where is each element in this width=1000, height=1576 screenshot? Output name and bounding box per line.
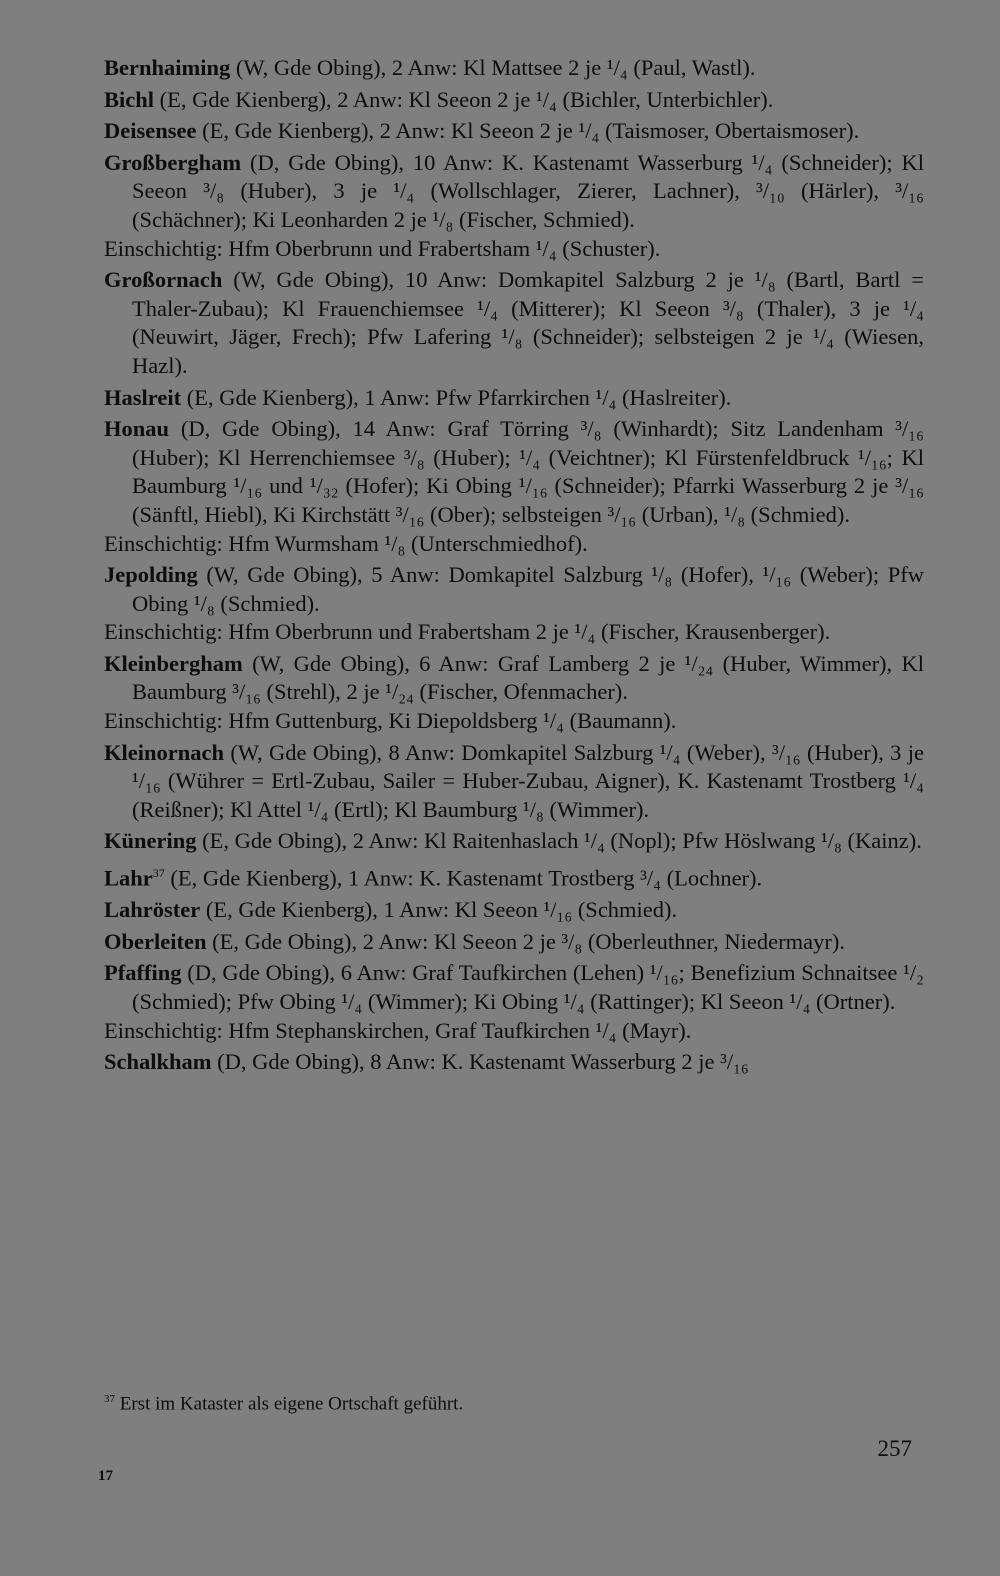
place-name: Bernhaiming: [104, 55, 231, 80]
place-name: Schalkham: [104, 1049, 212, 1075]
entry-text: (W, Gde Obing), 8 Anw: Domkapitel Salzburg ¹/₄ (Weber), ³/₁₆ (Huber), 3 je ¹/₁₆ (Wührer = Ertl-Zubau, Sailer = Huber-Zubau, Aigner), K. Kastenamt Trostberg ¹/₄ (Reißner); Kl Attel ¹/₄ (Ertl); Kl Baumburg ¹/₈ (Wimmer).: [132, 739, 924, 822]
entry-text: (W, Gde Obing), 6 Anw: Graf Lamberg 2 je ¹/₂₄ (Huber, Wimmer), Kl Baumburg ³/₁₆ (Strehl), 2 je ¹/₂₄ (Fischer, Ofenmacher).: [132, 650, 924, 705]
entry: [104, 149, 924, 263]
entry: [104, 384, 924, 413]
entry-list: [104, 54, 924, 1080]
entry: [104, 86, 924, 115]
place-name: Kleinornach: [104, 739, 225, 765]
place-name: Kleinbergham: [104, 650, 243, 676]
place-name: Bichl: [104, 86, 155, 112]
entry: [104, 959, 924, 1045]
place-name: Großornach: [104, 267, 223, 293]
footnote-reference: 37: [152, 866, 165, 881]
entry-text: (W, Gde Obing), 10 Anw: Domkapitel Salzburg 2 je ¹/₈ (Bartl, Bartl = Thaler-Zubau); Kl Frauenchiemsee ¹/₄ (Mitterer); Kl Seeon ³/₈ (Thaler), 3 je ¹/₄ (Neuwirt, Jäger, Frech); Pfw Lafering ¹/₈ (Schneider); selbsteigen 2 je ¹/₄ (Wiesen, Hazl).: [132, 267, 924, 378]
entry-text: (E, Gde Obing), 2 Anw: Kl Seeon 2 je ³/₈ (Oberleuthner, Niedermayr).: [206, 928, 845, 954]
entry-note: Einschichtig: Hfm Guttenburg, Ki Diepoldsberg ¹/₄ (Baumann).: [104, 708, 677, 734]
signature-mark: 17: [98, 1468, 113, 1484]
entry-text: (E, Gde Kienberg), 1 Anw: Pfw Pfarrkirchen ¹/₄ (Haslreiter).: [181, 384, 732, 410]
footnote: [104, 1387, 924, 1416]
entry: [104, 266, 924, 380]
entry: [104, 650, 924, 736]
entry-note: Einschichtig: Hfm Stephanskirchen, Graf Taufkirchen ¹/₄ (Mayr).: [104, 1017, 692, 1043]
entry-text: (D, Gde Obing), 14 Anw: Graf Törring ³/₈ (Winhardt); Sitz Landenham ³/₁₆ (Huber); Kl Herrenchiemsee ³/₈ (Huber); ¹/₄ (Veichtner); Kl Fürstenfeldbruck ¹/₁₆; Kl Baumburg ¹/₁₆ und ¹/₃₂ (Hofer); Ki Obing ¹/₁₆ (Schneider); Pfarrki Wasserburg 2 je ³/₁₆ (Sänftl, Hiebl), Ki Kirchstätt ³/₁₆ (Ober); selbsteigen ³/₁₆ (Urban), ¹/₈ (Schmied).: [132, 416, 924, 527]
entry-note: Einschichtig: Hfm Wurmsham ¹/₈ (Unterschmiedhof).: [104, 530, 588, 556]
place-name: Haslreit: [104, 384, 182, 410]
entry-note: Einschichtig: Hfm Oberbrunn und Frabertsham ¹/₄ (Schuster).: [104, 235, 661, 261]
entry-text: (E, Gde Kienberg), 1 Anw: Kl Seeon ¹/₁₆ (Schmied).: [200, 897, 678, 923]
place-name: Jepolding: [104, 562, 198, 588]
entry: [104, 827, 924, 856]
entry-text: (D, Gde Obing), 10 Anw: K. Kastenamt Wasserburg ¹/₄ (Schneider); Kl Seeon ³/₈ (Huber), 3 je ¹/₄ (Wollschlager, Zierer, Lachner), ³/₁₀ (Härler), ³/₁₆ (Schächner); Ki Leonharden 2 je ¹/₈ (Fischer, Schmied).: [132, 149, 924, 232]
entry: [104, 896, 924, 925]
place-name: Oberleiten: [104, 928, 207, 954]
entry: [104, 859, 924, 893]
place-name: Deisensee: [104, 118, 197, 144]
entry: [104, 561, 924, 647]
entry: [104, 54, 924, 83]
place-name: Lahr: [104, 865, 153, 891]
place-name: Lahröster: [104, 897, 201, 923]
page-number: 257: [877, 1436, 912, 1461]
place-name: Pfaffing: [104, 960, 182, 986]
footnote-text: Erst im Kataster als eigene Ortschaft geführt.: [115, 1393, 464, 1415]
entry-text: (D, Gde Obing), 6 Anw: Graf Taufkirchen (Lehen) ¹/₁₆; Benefizium Schnaitsee ¹/₂ (Schmied); Pfw Obing ¹/₄ (Wimmer); Ki Obing ¹/₄ (Rattinger); Kl Seeon ¹/₄ (Ortner).: [132, 960, 924, 1014]
entry-text: (E, Gde Obing), 2 Anw: Kl Raitenhaslach ¹/₄ (Nopl); Pfw Höslwang ¹/₈ (Kainz).: [196, 828, 922, 854]
place-name: Künering: [104, 828, 197, 854]
footnote-marker: 37: [104, 1393, 115, 1405]
entry-text: (W, Gde Obing), 5 Anw: Domkapitel Salzburg ¹/₈ (Hofer), ¹/₁₆ (Weber); Pfw Obing ¹/₈ (Schmied).: [132, 562, 924, 616]
entry: [104, 117, 924, 146]
place-name: Honau: [104, 416, 170, 442]
entry-text: (E, Gde Kienberg), 2 Anw: Kl Seeon 2 je ¹/₄ (Taismoser, Obertaismoser).: [196, 118, 860, 144]
entry-text: (D, Gde Obing), 8 Anw: K. Kastenamt Wasserburg 2 je ³/₁₆: [211, 1049, 749, 1075]
entry: [104, 415, 924, 558]
entry: [104, 928, 924, 957]
place-name: Großbergham: [104, 149, 242, 175]
entry-text: (W, Gde Obing), 2 Anw: Kl Mattsee 2 je ¹/₄ (Paul, Wastl).: [230, 55, 756, 80]
entry-text: (E, Gde Kienberg), 2 Anw: Kl Seeon 2 je ¹/₄ (Bichler, Unterbichler).: [154, 86, 774, 112]
entry: [104, 739, 924, 825]
entry-text: (E, Gde Kienberg), 1 Anw: K. Kastenamt Trostberg ³/₄ (Lochner).: [164, 865, 763, 891]
entry-note: Einschichtig: Hfm Oberbrunn und Frabertsham 2 je ¹/₄ (Fischer, Krausenberger).: [104, 619, 831, 645]
entry: [104, 1048, 924, 1077]
